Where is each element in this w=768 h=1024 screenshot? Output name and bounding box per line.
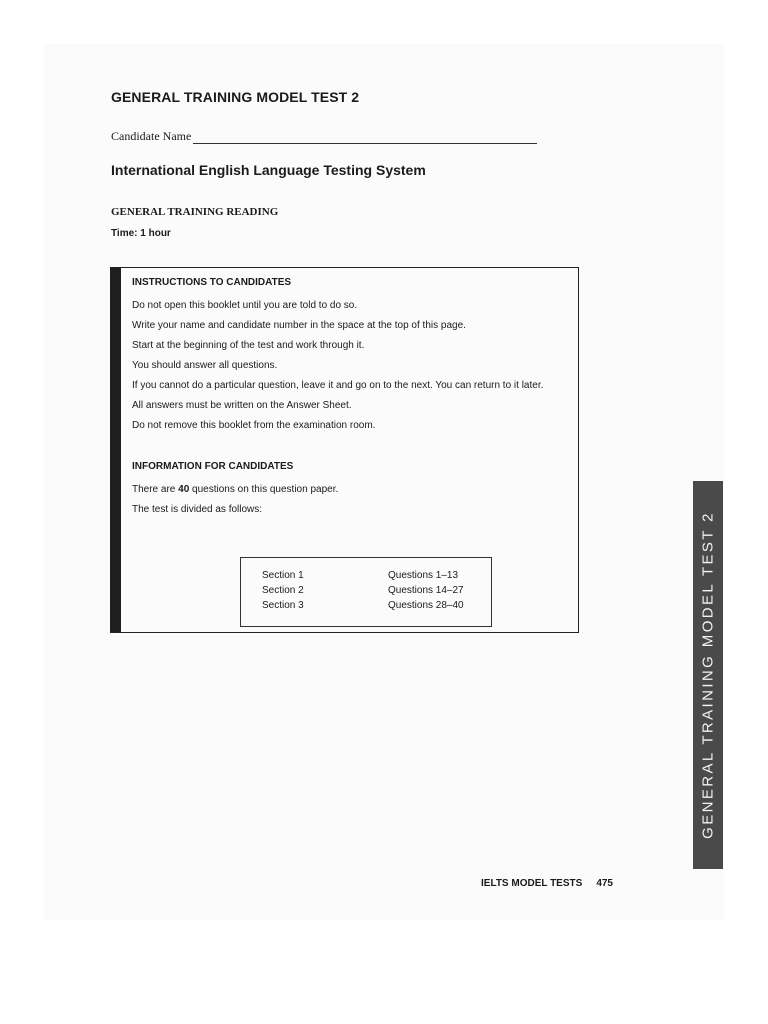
- section-name: Section 3: [262, 600, 304, 611]
- instruction-item: All answers must be written on the Answer Sheet.: [132, 400, 352, 411]
- section-row: [262, 598, 491, 613]
- sections-table: [240, 557, 492, 627]
- candidate-name-label: Candidate Name: [111, 129, 192, 143]
- footer-book-title: IELTS MODEL TESTS: [481, 878, 583, 889]
- information-heading: INFORMATION FOR CANDIDATES: [132, 461, 294, 472]
- side-tab: [693, 481, 723, 869]
- instructions-box: [110, 267, 579, 633]
- section-name: Section 1: [262, 570, 304, 581]
- time-label: Time: 1 hour: [111, 228, 171, 239]
- side-tab-label: GENERAL TRAINING MODEL TEST 2: [699, 511, 717, 839]
- instruction-item: Do not open this booklet until you are told to do so.: [132, 300, 358, 311]
- section-questions: Questions 14–27: [388, 585, 464, 596]
- reading-title: GENERAL TRAINING READING: [111, 206, 279, 218]
- instruction-item: You should answer all questions.: [132, 360, 278, 371]
- candidate-name-line: [193, 133, 537, 144]
- candidate-name-row: [111, 129, 537, 144]
- section-row: [262, 583, 491, 598]
- section-name: Section 2: [262, 585, 304, 596]
- instruction-item: Do not remove this booklet from the examination room.: [132, 420, 376, 431]
- section-questions: Questions 1–13: [388, 570, 459, 581]
- question-count: 40: [178, 484, 190, 495]
- section-row: [262, 568, 491, 583]
- box-content: [132, 275, 566, 611]
- page-footer: [481, 878, 613, 889]
- instruction-item: Write your name and candidate number in the space at the top of this page.: [132, 320, 466, 331]
- test-title: GENERAL TRAINING MODEL TEST 2: [111, 89, 360, 105]
- box-accent-bar: [111, 268, 121, 632]
- system-title: International English Language Testing System: [111, 162, 426, 178]
- question-count-line: [132, 482, 566, 497]
- instruction-item: Start at the beginning of the test and work through it.: [132, 340, 365, 351]
- page-number: 475: [596, 878, 613, 889]
- section-questions: Questions 28–40: [388, 600, 464, 611]
- instruction-item: If you cannot do a particular question, leave it and go on to the next. You can return to it later.: [132, 380, 544, 391]
- question-count-post: questions on this question paper.: [189, 484, 339, 495]
- question-count-pre: There are: [132, 484, 179, 495]
- instructions-heading: INSTRUCTIONS TO CANDIDATES: [132, 277, 292, 288]
- division-line: The test is divided as follows:: [132, 504, 263, 515]
